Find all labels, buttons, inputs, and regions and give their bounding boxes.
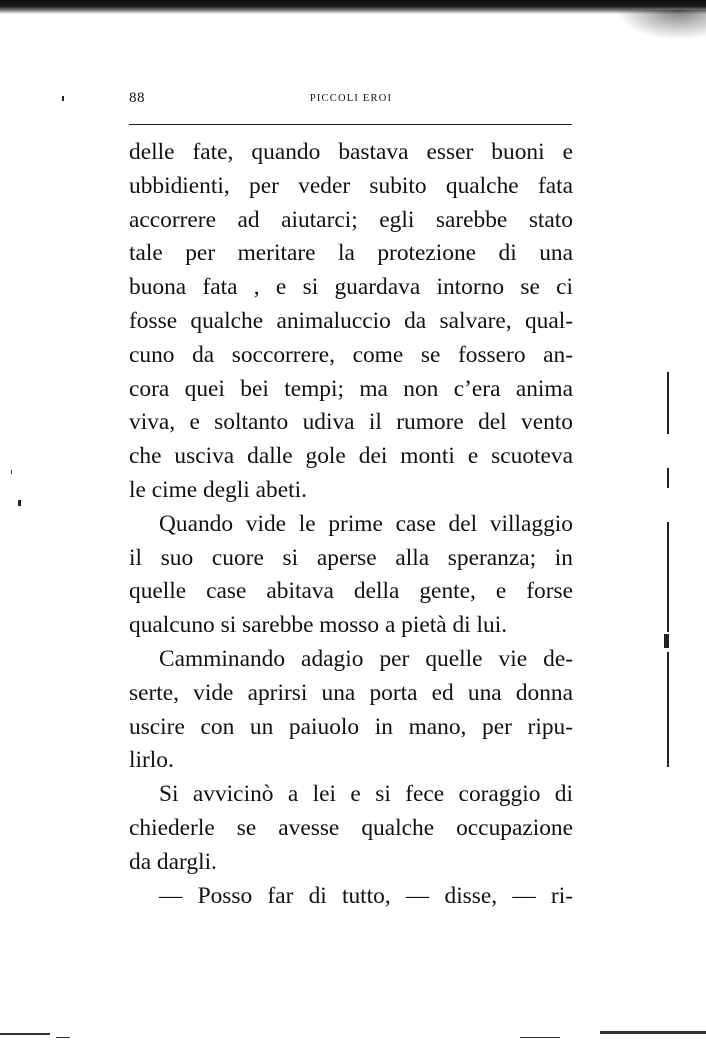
text-line: viva, e soltanto udiva il rumore del vento — [129, 409, 573, 436]
text-line: fosse qualche animaluccio da salvare, qual- — [129, 307, 573, 334]
page-body — [129, 136, 573, 913]
scan-bottom-noise — [0, 1017, 706, 1047]
text-line: da dargli. — [129, 848, 217, 875]
scan-top-shadow — [0, 0, 706, 14]
page-header — [129, 88, 573, 118]
text-line: cuno da soccorrere, come se fossero an- — [129, 341, 573, 368]
text-line: lirlo. — [129, 747, 174, 774]
text-line: chiederle se avesse qualche occupazione — [129, 814, 573, 841]
margin-speck — [18, 500, 21, 506]
text-line: le cime degli abeti. — [129, 476, 307, 503]
margin-speck — [62, 96, 64, 101]
scan-edge-bar — [664, 372, 672, 767]
text-line: Quando vide le prime case del villaggio — [159, 510, 573, 537]
text-line: qualcuno si sarebbe mosso a pietà di lui. — [129, 612, 508, 639]
text-line: Camminando adagio per quelle vie de- — [159, 645, 573, 672]
text-line: ubbidienti, per veder subito qualche fata — [129, 172, 573, 199]
text-line: uscire con un paiuolo in mano, per ripu- — [129, 713, 573, 740]
scan-corner-shadow — [616, 10, 706, 40]
text-line: delle fate, quando bastava esser buoni e — [129, 139, 573, 165]
text-line: che usciva dalle gole dei monti e scuoteva — [129, 443, 573, 470]
text-line: cora quei bei tempi; ma non c’era anima — [129, 375, 573, 402]
text-line: quelle case abitava della gente, e forse — [129, 578, 573, 605]
text-line: il suo cuore si aperse alla speranza; in — [129, 544, 573, 571]
text-line: — Posso far di tutto, — disse, — ri- — [159, 882, 573, 909]
header-rule — [129, 124, 572, 125]
text-line: serte, vide aprirsi una porta ed una donna — [129, 679, 573, 706]
running-title: PICCOLI EROI — [309, 93, 393, 104]
text-line: buona fata , e si guardava intorno se ci — [129, 274, 573, 301]
margin-speck — [11, 470, 12, 474]
text-line: accorrere ad aiutarci; egli sarebbe stato — [129, 206, 573, 233]
page-number: 88 — [129, 90, 145, 106]
text-line: Si avvicinò a lei e si fece coraggio di — [159, 781, 573, 808]
text-line: tale per meritare la protezione di una — [129, 240, 573, 267]
